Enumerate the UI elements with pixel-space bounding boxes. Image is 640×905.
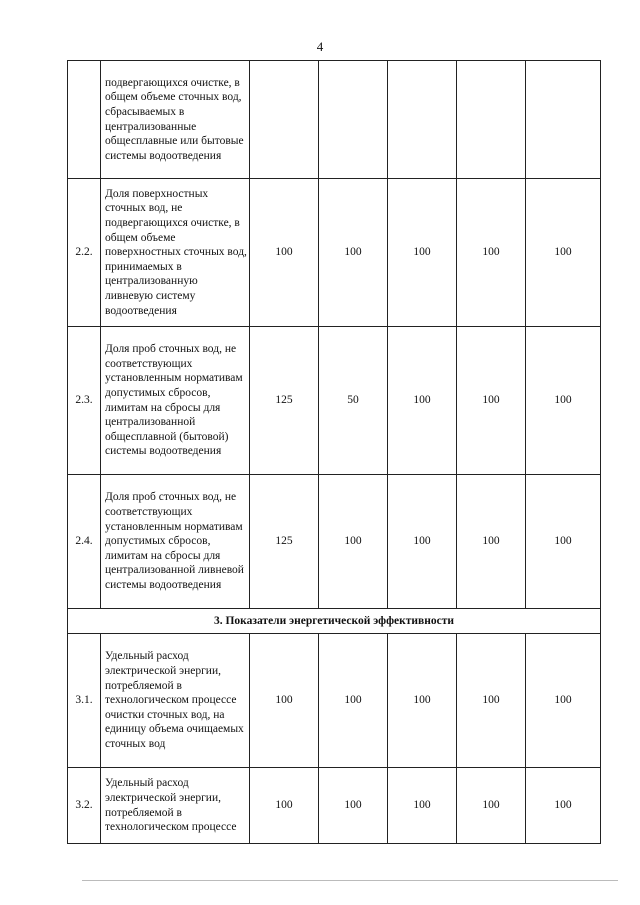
value-cell: 100 [250,179,319,327]
row-description: Доля проб сточных вод, не соответствующих установленным нормативам допустимых сбросов, лимитам на сбросы для централизованной общесплавной (бытовой) системы водоотведения [101,327,250,475]
value-cell: 100 [388,327,457,475]
value-cell: 100 [526,327,601,475]
value-cell: 100 [388,634,457,768]
row-number: 2.3. [68,327,101,475]
value-cell [457,61,526,179]
row-number [68,61,101,179]
value-cell: 100 [526,179,601,327]
row-description: Удельный расход электрической энергии, потребляемой в технологическом процессе очистки сточных вод, на единицу объема очищаемых сточных вод [101,634,250,768]
value-cell: 100 [457,768,526,844]
row-number: 3.1. [68,634,101,768]
value-cell [388,61,457,179]
value-cell: 100 [250,634,319,768]
table-row-2-2 [68,179,601,327]
value-cell: 50 [319,327,388,475]
row-description: Доля проб сточных вод, не соответствующих установленным нормативам допустимых сбросов, лимитам на сбросы для централизованной ливневой системы водоотведения [101,475,250,609]
value-cell: 100 [526,634,601,768]
table-row-2-4 [68,475,601,609]
row-description: Доля поверхностных сточных вод, не подвергающихся очистке, в общем объеме поверхностных сточных вод, принимаемых в централизованную ливневую систему водоотведения [101,179,250,327]
page-bottom-rule [82,880,618,881]
row-number: 3.2. [68,768,101,844]
value-cell: 100 [319,475,388,609]
value-cell: 100 [388,768,457,844]
value-cell: 100 [526,768,601,844]
table-row-continuation [68,61,601,179]
value-cell: 100 [319,634,388,768]
table-row-3-2 [68,768,601,844]
value-cell: 100 [457,327,526,475]
table-row-3-1 [68,634,601,768]
row-description: Удельный расход электрической энергии, потребляемой в технологическом процессе [101,768,250,844]
value-cell: 100 [457,634,526,768]
value-cell [319,61,388,179]
value-cell: 100 [319,179,388,327]
page-number: 4 [316,39,324,54]
section-header-row [68,609,601,634]
row-number: 2.2. [68,179,101,327]
value-cell [526,61,601,179]
value-cell: 125 [250,327,319,475]
value-cell: 100 [526,475,601,609]
value-cell: 125 [250,475,319,609]
value-cell [250,61,319,179]
row-number: 2.4. [68,475,101,609]
value-cell: 100 [250,768,319,844]
value-cell: 100 [457,475,526,609]
value-cell: 100 [319,768,388,844]
section-title: 3. Показатели энергетической эффективности [68,609,601,634]
table-row-2-3 [68,327,601,475]
row-description: подвергающихся очистке, в общем объеме сточных вод, сбрасываемых в централизованные общесплавные или бытовые системы водоотведения [101,61,250,179]
indicators-table [67,60,601,844]
value-cell: 100 [388,475,457,609]
value-cell: 100 [388,179,457,327]
value-cell: 100 [457,179,526,327]
